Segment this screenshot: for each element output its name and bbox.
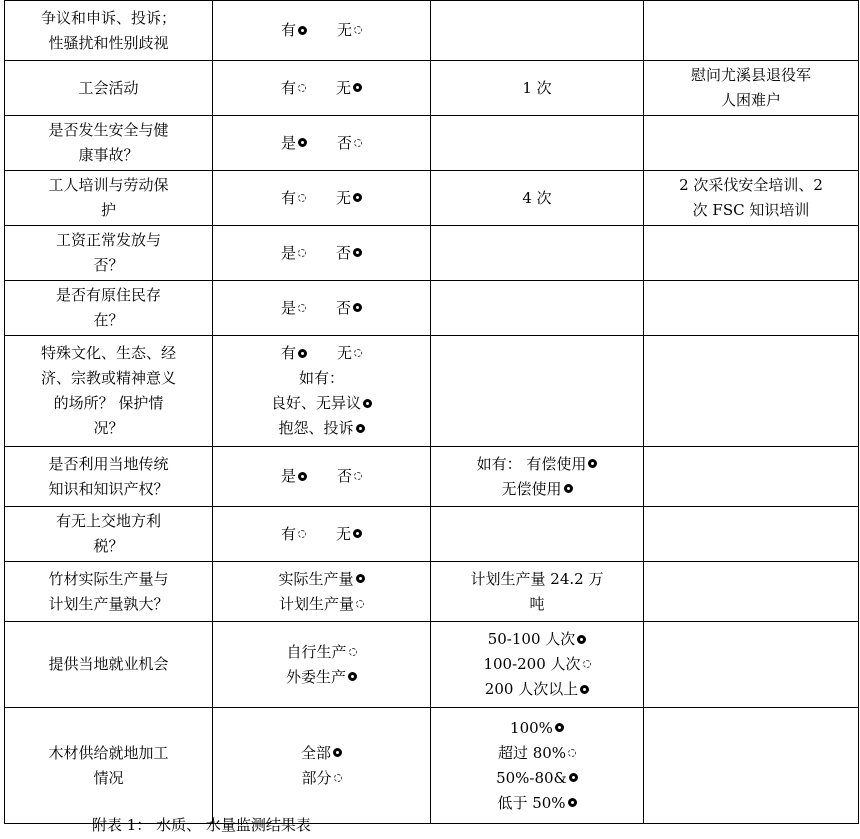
option-unselected[interactable] xyxy=(219,766,424,791)
remark-text: 人困难户 xyxy=(720,91,781,109)
selected-mark-icon xyxy=(348,672,357,681)
option-selected[interactable] xyxy=(336,186,362,211)
detail-text: 无偿使用 xyxy=(501,479,562,498)
option-label: 实际生产量 xyxy=(278,569,354,588)
table-row xyxy=(5,61,859,116)
option-label: 无 xyxy=(336,78,352,97)
unselected-mark-icon xyxy=(298,194,306,202)
option-unselected[interactable] xyxy=(337,131,362,156)
table-row xyxy=(5,281,859,336)
option-label: 部分 xyxy=(301,768,332,787)
table-row xyxy=(5,507,859,562)
unselected-mark-icon xyxy=(354,349,362,357)
detail-text: 100% xyxy=(510,718,553,737)
question-cell xyxy=(5,61,213,116)
detail-line[interactable] xyxy=(437,741,637,766)
detail-line[interactable] xyxy=(437,627,637,652)
detail-cell xyxy=(431,336,644,447)
options-cell xyxy=(213,562,431,622)
selected-mark-icon xyxy=(298,138,307,147)
detail-line[interactable] xyxy=(437,477,637,502)
selected-mark-icon xyxy=(356,424,365,433)
detail-cell xyxy=(431,1,644,61)
option-unselected[interactable] xyxy=(219,592,424,617)
option-label: 有 xyxy=(280,21,296,39)
unselected-mark-icon xyxy=(298,84,306,92)
table-row xyxy=(5,622,859,708)
option-label: 无 xyxy=(336,524,352,543)
question-text: 在？ xyxy=(93,311,124,329)
option-label: 是 xyxy=(280,133,296,152)
options-cell xyxy=(213,171,431,226)
option-label: 否 xyxy=(337,133,353,152)
question-cell xyxy=(5,447,213,507)
question-cell xyxy=(5,336,213,447)
option-selected[interactable] xyxy=(336,522,362,547)
unselected-mark-icon xyxy=(298,530,306,538)
table-row xyxy=(5,447,859,507)
detail-line[interactable] xyxy=(437,652,637,677)
option-detail-text: 良好、无异议 xyxy=(270,394,361,412)
selected-mark-icon xyxy=(356,574,365,583)
detail-line[interactable] xyxy=(437,766,637,791)
selected-mark-icon xyxy=(353,529,362,538)
option-unselected[interactable] xyxy=(281,76,306,101)
table-row xyxy=(5,562,859,622)
option-label: 否 xyxy=(336,298,352,317)
option-unselected[interactable] xyxy=(281,296,306,321)
remark-cell xyxy=(644,116,859,171)
options-line xyxy=(219,18,424,43)
detail-line xyxy=(437,76,637,101)
option-label: 有 xyxy=(280,78,296,97)
option-unselected[interactable] xyxy=(337,464,362,489)
option-selected[interactable] xyxy=(281,341,307,366)
remark-cell xyxy=(644,1,859,61)
question-text: 的场所？ 保护情 xyxy=(53,394,164,412)
detail-cell xyxy=(431,226,644,281)
question-cell xyxy=(5,281,213,336)
social-impact-table xyxy=(4,0,859,824)
options-line xyxy=(219,341,424,366)
question-text: 工会活动 xyxy=(78,78,139,97)
option-label: 无 xyxy=(336,188,352,207)
option-label: 有 xyxy=(280,188,296,207)
selected-mark-icon xyxy=(353,303,362,312)
detail-text: 低于 50% xyxy=(497,793,566,812)
selected-mark-icon xyxy=(353,193,362,202)
question-text: 康事故？ xyxy=(78,146,139,164)
option-detail-line[interactable] xyxy=(219,416,424,441)
selected-mark-icon xyxy=(580,685,589,694)
detail-cell xyxy=(431,507,644,562)
question-cell xyxy=(5,562,213,622)
detail-line xyxy=(437,186,637,211)
detail-cell xyxy=(431,622,644,708)
remark-text: 次 FSC 知识培训 xyxy=(692,201,810,219)
option-detail-line xyxy=(219,366,424,391)
selected-mark-icon xyxy=(588,459,597,468)
option-detail-text: 抱怨、投诉 xyxy=(278,419,354,437)
detail-text: 计划生产量 24.2 万 xyxy=(470,569,604,588)
detail-line xyxy=(437,592,637,617)
remark-cell xyxy=(644,562,859,622)
remark-cell xyxy=(644,447,859,507)
question-cell xyxy=(5,171,213,226)
table-body xyxy=(5,1,859,824)
table-row xyxy=(5,226,859,281)
options-cell xyxy=(213,336,431,447)
detail-cell xyxy=(431,61,644,116)
option-label: 自行生产 xyxy=(286,642,347,661)
options-line xyxy=(219,241,424,266)
table-row xyxy=(5,116,859,171)
remark-cell xyxy=(644,708,859,824)
remark-cell xyxy=(644,622,859,708)
question-text: 木材供给就地加工 xyxy=(48,743,169,762)
option-selected[interactable] xyxy=(281,131,307,156)
unselected-mark-icon xyxy=(354,26,362,34)
options-cell xyxy=(213,1,431,61)
detail-text: 超过 80% xyxy=(497,743,567,762)
unselected-mark-icon xyxy=(354,472,362,480)
unselected-mark-icon xyxy=(298,249,306,257)
options-line xyxy=(219,522,424,547)
options-cell xyxy=(213,226,431,281)
option-label: 是 xyxy=(280,467,296,485)
option-label: 无 xyxy=(337,21,353,39)
detail-line[interactable] xyxy=(437,716,637,741)
question-cell xyxy=(5,1,213,61)
option-label: 否 xyxy=(336,243,352,262)
selected-mark-icon xyxy=(298,26,307,35)
option-detail-line[interactable] xyxy=(219,391,424,416)
question-text: 况？ xyxy=(93,419,124,437)
option-selected[interactable] xyxy=(336,241,362,266)
remark-cell xyxy=(644,171,859,226)
detail-text: 50%-80& xyxy=(496,768,567,787)
question-text: 护 xyxy=(100,201,116,219)
detail-text: 1 次 xyxy=(522,78,552,97)
question-text: 计划生产量孰大？ xyxy=(48,594,169,613)
detail-cell xyxy=(431,708,644,824)
table-row xyxy=(5,1,859,61)
option-label: 计划生产量 xyxy=(278,594,354,613)
remark-cell xyxy=(644,61,859,116)
unselected-mark-icon xyxy=(349,648,357,656)
option-label: 全部 xyxy=(300,743,331,762)
detail-cell xyxy=(431,447,644,507)
options-line xyxy=(219,76,424,101)
selected-mark-icon xyxy=(568,798,577,807)
table-row xyxy=(5,708,859,824)
detail-text: 100-200 人次 xyxy=(483,655,581,673)
question-cell xyxy=(5,507,213,562)
remark-cell xyxy=(644,281,859,336)
unselected-mark-icon xyxy=(356,600,364,608)
selected-mark-icon xyxy=(298,472,307,481)
detail-line xyxy=(437,567,637,592)
selected-mark-icon xyxy=(298,349,307,358)
option-label: 无 xyxy=(337,344,353,362)
selected-mark-icon xyxy=(333,748,342,757)
unselected-mark-icon xyxy=(568,749,576,757)
options-cell xyxy=(213,507,431,562)
unselected-mark-icon xyxy=(298,304,306,312)
unselected-mark-icon xyxy=(583,660,591,668)
detail-text: 吨 xyxy=(529,594,545,613)
selected-mark-icon xyxy=(353,248,362,257)
unselected-mark-icon xyxy=(334,774,342,782)
question-text: 是否发生安全与健 xyxy=(48,121,169,139)
question-text: 竹材实际生产量与 xyxy=(48,569,169,588)
detail-line[interactable] xyxy=(437,791,637,816)
question-text: 是否利用当地传统 xyxy=(48,454,169,473)
options-cell xyxy=(213,61,431,116)
selected-mark-icon xyxy=(569,773,578,782)
detail-cell xyxy=(431,171,644,226)
remark-cell xyxy=(644,507,859,562)
detail-cell xyxy=(431,116,644,171)
unselected-mark-icon xyxy=(354,139,362,147)
table-row xyxy=(5,336,859,447)
selected-mark-icon xyxy=(564,484,573,493)
selected-mark-icon xyxy=(353,83,362,92)
question-text: 否？ xyxy=(93,256,124,274)
option-selected[interactable] xyxy=(219,567,424,592)
detail-line[interactable] xyxy=(437,677,637,702)
selected-mark-icon xyxy=(577,635,586,644)
remark-cell xyxy=(644,226,859,281)
selected-mark-icon xyxy=(555,723,564,732)
option-unselected[interactable] xyxy=(337,341,362,366)
question-text: 提供当地就业机会 xyxy=(48,655,169,673)
question-text: 知识和知识产权？ xyxy=(48,479,169,498)
remark-text: 慰问尤溪县退役军 xyxy=(690,66,811,84)
option-unselected[interactable] xyxy=(219,640,424,665)
remark-cell xyxy=(644,336,859,447)
option-selected[interactable] xyxy=(219,665,424,690)
option-selected[interactable] xyxy=(336,76,362,101)
option-unselected[interactable] xyxy=(281,522,306,547)
appendix-caption: 附表 1： 水质、 水量监测结果表 xyxy=(92,816,311,834)
option-selected[interactable] xyxy=(219,741,424,766)
selected-mark-icon xyxy=(363,399,372,408)
table-row xyxy=(5,171,859,226)
options-line xyxy=(219,131,424,156)
question-text: 税？ xyxy=(93,537,124,555)
question-text: 济、宗教或精神意义 xyxy=(40,369,176,387)
option-unselected[interactable] xyxy=(281,186,306,211)
question-text: 性骚扰和性别歧视 xyxy=(48,33,169,52)
question-text: 工人培训与劳动保 xyxy=(48,176,169,194)
options-line xyxy=(219,296,424,321)
option-unselected[interactable] xyxy=(281,241,306,266)
question-cell xyxy=(5,622,213,708)
option-unselected[interactable] xyxy=(337,18,362,43)
detail-cell xyxy=(431,562,644,622)
detail-line[interactable] xyxy=(437,452,637,477)
option-label: 否 xyxy=(337,467,353,485)
question-text: 工资正常发放与 xyxy=(55,231,161,249)
option-label: 有 xyxy=(280,344,296,362)
detail-cell xyxy=(431,281,644,336)
question-text: 争议和申诉、投诉； xyxy=(40,8,176,27)
question-text: 是否有原住民存 xyxy=(55,286,161,304)
question-cell xyxy=(5,116,213,171)
options-cell xyxy=(213,116,431,171)
option-label: 有 xyxy=(280,524,296,543)
question-cell xyxy=(5,226,213,281)
question-text: 有无上交地方利 xyxy=(55,512,161,530)
question-text: 特殊文化、生态、经 xyxy=(40,344,176,362)
remark-text: 2 次采伐安全培训、2 xyxy=(679,176,823,194)
detail-text: 50-100 人次 xyxy=(487,630,576,648)
detail-text: 4 次 xyxy=(522,188,552,207)
question-text: 情况 xyxy=(93,768,124,787)
options-cell xyxy=(213,622,431,708)
options-cell xyxy=(213,447,431,507)
option-label: 外委生产 xyxy=(285,667,346,686)
option-selected[interactable] xyxy=(281,18,307,43)
options-cell xyxy=(213,281,431,336)
question-cell xyxy=(5,708,213,824)
options-line xyxy=(219,186,424,211)
option-detail-text: 如有： xyxy=(298,369,344,387)
option-selected[interactable] xyxy=(281,464,307,489)
option-label: 是 xyxy=(280,298,296,317)
options-line xyxy=(219,464,424,489)
detail-text: 200 人次以上 xyxy=(484,680,579,698)
detail-text: 如有： 有偿使用 xyxy=(476,454,587,473)
options-cell xyxy=(213,708,431,824)
option-selected[interactable] xyxy=(336,296,362,321)
option-label: 是 xyxy=(280,243,296,262)
